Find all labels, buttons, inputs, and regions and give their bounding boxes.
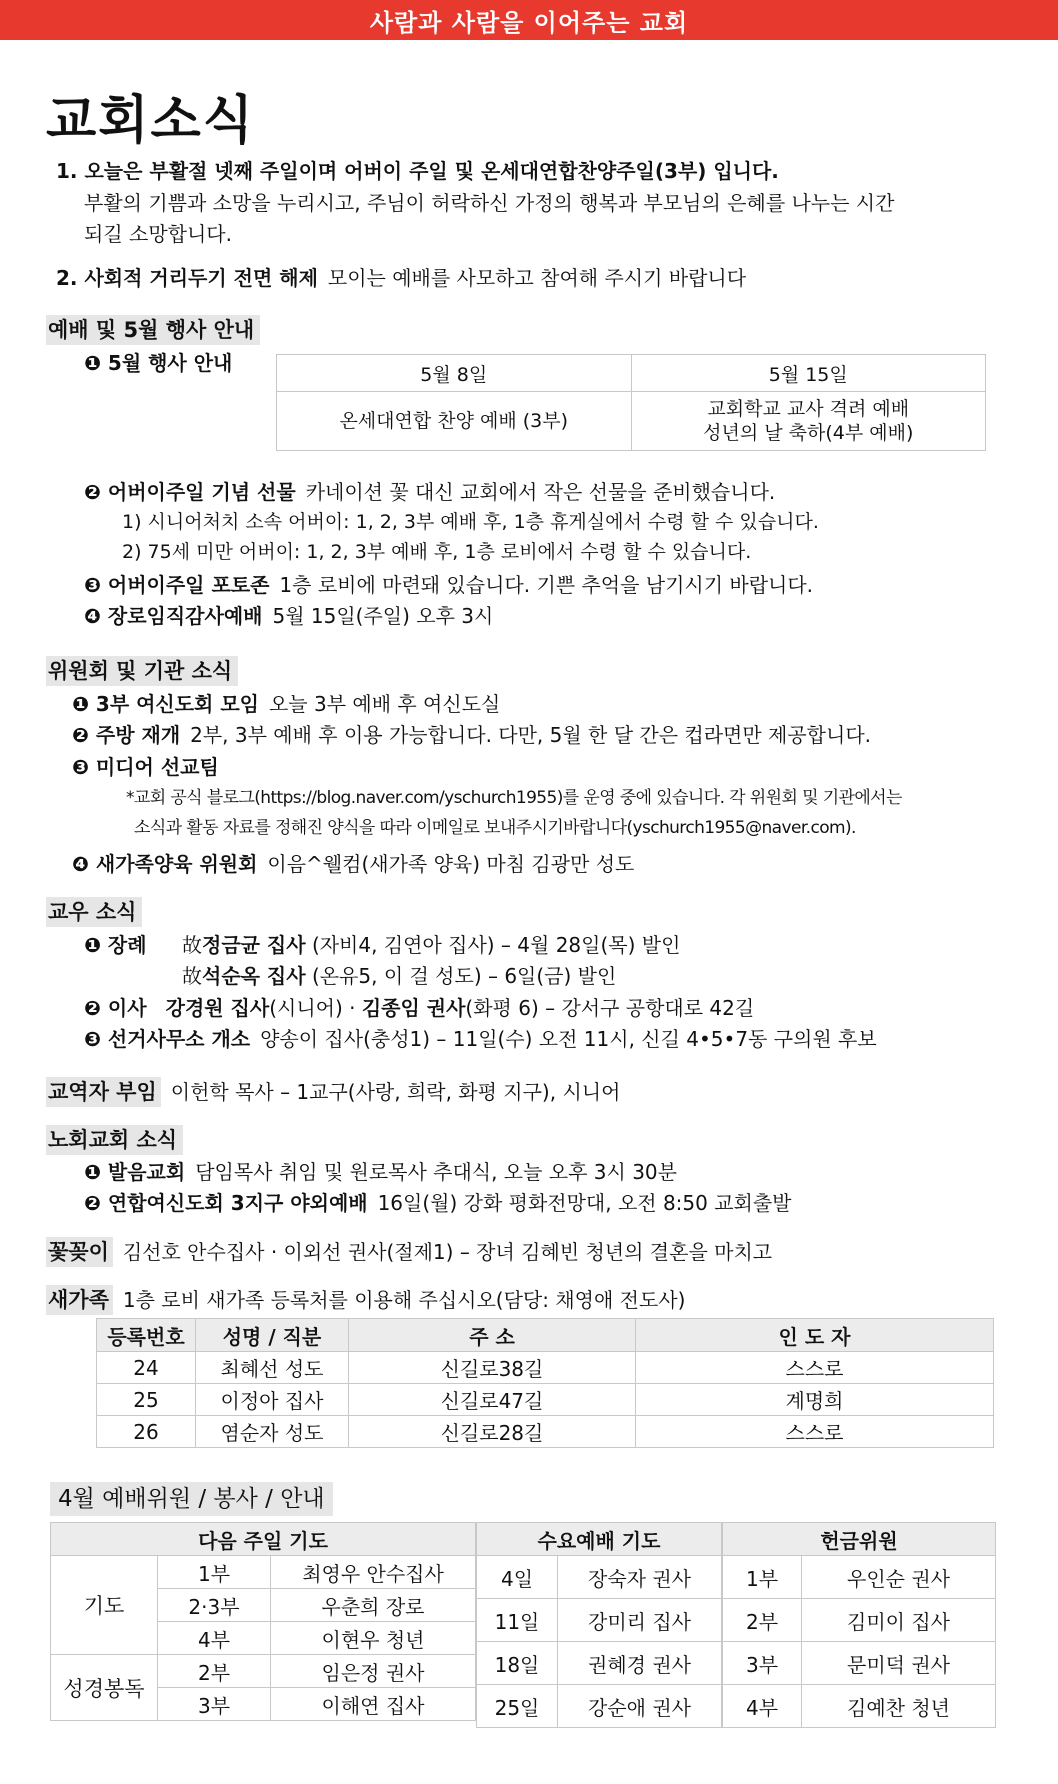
members-move-mid: (시니어) ·: [269, 996, 362, 1020]
committee-item-1: [72, 689, 500, 719]
newfamily-notice: [46, 1285, 685, 1315]
newfamily-header: 등록번호: [97, 1319, 196, 1352]
may-events-event: [631, 392, 986, 451]
presbytery-item-1-desc: 담임목사 취임 및 원로목사 추대식, 오늘 오후 3시 30분: [195, 1160, 677, 1184]
members-move-name: 김종임 권사: [361, 996, 466, 1020]
worship-item-2-sub-1: 1) 시니어처치 소속 어버이: 1, 2, 3부 예배 후, 1층 휴게실에서 수령 할 수 있습니다.: [122, 511, 819, 533]
members-move: [84, 993, 754, 1023]
members-funeral-1: [182, 930, 680, 960]
pastor-desc: 이헌학 목사 – 1교구(사랑, 희락, 화평 지구), 시니어: [170, 1080, 621, 1104]
april-cell: 1부: [723, 1556, 802, 1599]
april-cell: 강미리 집사: [558, 1599, 722, 1642]
april-cell: 4부: [158, 1622, 271, 1655]
funeral-prefix: 故: [182, 933, 202, 957]
table-row: [51, 1655, 476, 1688]
table-row: [723, 1642, 996, 1685]
funeral-desc: (온유5, 이 걸 성도) – 6일(금) 발인: [311, 964, 617, 988]
notice-2-heading: 2. 사회적 거리두기 전면 해제: [56, 266, 318, 290]
presbytery-item-2: [84, 1188, 792, 1218]
april-cell: 임은정 권사: [271, 1655, 476, 1688]
april-header: 다음 주일 기도: [51, 1523, 476, 1556]
april-header: 헌금위원: [723, 1523, 996, 1556]
april-cell: 우춘희 장로: [271, 1589, 476, 1622]
newfamily-header: 인 도 자: [636, 1319, 994, 1352]
april-committee-heading: 4월 예배위원 / 봉사 / 안내: [50, 1482, 333, 1516]
table-row: [97, 1416, 994, 1448]
april-cell: 3부: [158, 1688, 271, 1721]
committee-item-4: [72, 849, 634, 879]
members-move-name: 강경원 집사: [165, 996, 270, 1020]
april-cell: 3부: [723, 1642, 802, 1685]
flower-notice: [46, 1237, 772, 1267]
members-funeral-label: ❶ 장례: [84, 933, 147, 957]
may-events-date-row: [277, 355, 986, 392]
newfamily-cell: 25: [97, 1384, 196, 1416]
may-events-date: 5월 15일: [631, 355, 986, 392]
funeral-name: 석순옥 집사: [202, 964, 306, 988]
newfamily-cell: 26: [97, 1416, 196, 1448]
committee-item-4-desc: 이음^웰컴(새가족 양육) 마침 김광만 성도: [267, 852, 635, 876]
worship-item-4-label: ❹ 장로임직감사예배: [84, 604, 263, 628]
april-cell: 문미덕 권사: [802, 1642, 996, 1685]
may-events-event-line: 성년의 날 축하(4부 예배): [703, 422, 914, 444]
newfamily-label: 새가족: [46, 1285, 113, 1315]
worship-item-3-desc: 1층 로비에 마련돼 있습니다. 기쁜 추억을 남기시기 바랍니다.: [279, 573, 814, 597]
committee-item-1-desc: 오늘 3부 예배 후 여신도실: [268, 692, 501, 716]
may-events-event-line: 교회학교 교사 격려 예배: [707, 398, 910, 420]
newfamily-cell: 계명희: [636, 1384, 994, 1416]
newfamily-header-row: [97, 1319, 994, 1352]
may-events-table: [276, 354, 986, 451]
presbytery-item-1: [84, 1157, 677, 1187]
table-row: [477, 1685, 722, 1728]
april-cell: 우인순 권사: [802, 1556, 996, 1599]
section-members-heading: 교우 소식: [46, 897, 142, 927]
april-header-row: [723, 1523, 996, 1556]
april-cell: 25일: [477, 1685, 558, 1728]
table-row: [723, 1556, 996, 1599]
presbytery-item-2-label: ❷ 연합여신도회 3지구 야외예배: [84, 1191, 368, 1215]
flower-label: 꽃꽂이: [46, 1237, 113, 1267]
april-cell: 최영우 안수집사: [271, 1556, 476, 1589]
section-worship-heading: 예배 및 5월 행사 안내: [46, 315, 260, 345]
committee-item-2-desc: 2부, 3부 예배 후 이용 가능합니다. 다만, 5월 한 달 간은 컵라면만 제공합니다.: [190, 723, 871, 747]
table-row: [723, 1685, 996, 1728]
table-row: [97, 1384, 994, 1416]
newfamily-cell: 염순자 성도: [196, 1416, 349, 1448]
committee-item-2-label: ❷ 주방 재개: [72, 723, 181, 747]
april-cell: 2부: [158, 1655, 271, 1688]
newfamily-header: 성명 / 직분: [196, 1319, 349, 1352]
newfamily-cell: 이정아 집사: [196, 1384, 349, 1416]
table-row: [723, 1599, 996, 1642]
committee-item-1-label: ❶ 3부 여신도회 모임: [72, 692, 259, 716]
may-events-event: 온세대연합 찬양 예배 (3부): [277, 392, 632, 451]
section-committee-heading: 위원회 및 기관 소식: [46, 656, 238, 686]
april-sunday-prayer-table: [50, 1522, 476, 1721]
april-cell: 2부: [723, 1599, 802, 1642]
april-prayer-label: 기도: [51, 1556, 158, 1655]
april-cell: 이현우 청년: [271, 1622, 476, 1655]
members-funeral-2: [182, 961, 616, 991]
notice-1-heading: [56, 156, 779, 186]
table-row: [477, 1599, 722, 1642]
worship-item-4: [84, 601, 493, 631]
newfamily-cell: 스스로: [636, 1352, 994, 1384]
newfamily-cell: 신길로47길: [349, 1384, 636, 1416]
april-cell: 18일: [477, 1642, 558, 1685]
members-move-desc: (화평 6) – 강서구 공항대로 42길: [465, 996, 755, 1020]
notice-2: [56, 263, 746, 293]
april-cell: 4부: [723, 1685, 802, 1728]
april-offering-table: [722, 1522, 996, 1728]
members-office: [84, 1024, 877, 1054]
april-cell: 김예찬 청년: [802, 1685, 996, 1728]
april-cell: 11일: [477, 1599, 558, 1642]
april-cell: 1부: [158, 1556, 271, 1589]
table-row: [477, 1556, 722, 1599]
committee-item-3-line-1: *교회 공식 블로그(https://blog.naver.com/yschurch1955)를 운영 중에 있습니다. 각 위원회 및 기관에서는: [126, 788, 902, 808]
newfamily-header: 주 소: [349, 1319, 636, 1352]
april-cell: 김미이 집사: [802, 1599, 996, 1642]
church-slogan-banner: 사람과 사람을 이어주는 교회: [0, 0, 1058, 40]
april-reading-label: 성경봉독: [51, 1655, 158, 1721]
committee-item-3-line-2: 소식과 활동 자료를 정해진 양식을 따라 이메일로 보내주시기바랍니다(yschurch1955@naver.com).: [134, 818, 856, 838]
april-header-row: [477, 1523, 722, 1556]
presbytery-item-2-desc: 16일(월) 강화 평화전망대, 오전 8:50 교회출발: [377, 1191, 792, 1215]
committee-item-3-label: ❸ 미디어 선교팀: [72, 755, 219, 779]
funeral-prefix: 故: [182, 964, 202, 988]
pastor-label: 교역자 부임: [46, 1077, 161, 1107]
april-cell: 이해연 집사: [271, 1688, 476, 1721]
notice-1-body-line1: 부활의 기쁨과 소망을 누리시고, 주님이 허락하신 가정의 행복과 부모님의 은혜를 나누는 시간: [84, 191, 895, 215]
table-row: [97, 1352, 994, 1384]
newfamily-cell: 스스로: [636, 1416, 994, 1448]
notice-1-body-line2: 되길 소망합니다.: [84, 222, 232, 246]
worship-item-2: [84, 477, 775, 507]
notice-2-body: 모이는 예배를 사모하고 참여해 주시기 바랍니다: [327, 266, 747, 290]
april-header: 수요예배 기도: [477, 1523, 722, 1556]
worship-item-4-desc: 5월 15일(주일) 오후 3시: [272, 604, 494, 628]
worship-item-2-desc: 카네이션 꽃 대신 교회에서 작은 선물을 준비했습니다.: [305, 480, 776, 504]
worship-item-3: [84, 570, 813, 600]
members-office-label: ❸ 선거사무소 개소: [84, 1027, 251, 1051]
section-presbytery-heading: 노회교회 소식: [46, 1125, 183, 1155]
funeral-desc: (자비4, 김연아 집사) – 4월 28일(목) 발인: [311, 933, 681, 957]
pastor-notice: [46, 1077, 620, 1107]
page-title: 교회소식: [46, 90, 255, 151]
newfamily-desc: 1층 로비 새가족 등록처를 이용해 주십시오(담당: 채영애 전도사): [122, 1288, 686, 1312]
april-header-row: [51, 1523, 476, 1556]
committee-item-2: [72, 720, 871, 750]
newfamily-cell: 신길로38길: [349, 1352, 636, 1384]
table-row: [51, 1556, 476, 1589]
worship-item-2-label: ❷ 어버이주일 기념 선물: [84, 480, 296, 504]
worship-item-3-label: ❸ 어버이주일 포토존: [84, 573, 270, 597]
newfamily-cell: 최혜선 성도: [196, 1352, 349, 1384]
worship-item-2-sub-2: 2) 75세 미만 어버이: 1, 2, 3부 예배 후, 1층 로비에서 수령 할 수 있습니다.: [122, 541, 752, 563]
committee-item-4-label: ❹ 새가족양육 위원회: [72, 852, 258, 876]
newfamily-table: [96, 1318, 994, 1448]
april-cell: 장숙자 권사: [558, 1556, 722, 1599]
funeral-name: 정금균 집사: [202, 933, 306, 957]
april-cell: 강순애 권사: [558, 1685, 722, 1728]
april-wednesday-prayer-table: [476, 1522, 722, 1728]
april-cell: 권혜경 권사: [558, 1642, 722, 1685]
members-move-label: ❷ 이사: [84, 996, 147, 1020]
table-row: [477, 1642, 722, 1685]
flower-desc: 김선호 안수집사 · 이외선 권사(절제1) – 장녀 김혜빈 청년의 결혼을 마치고: [122, 1240, 773, 1264]
members-office-desc: 양송이 집사(충성1) – 11일(수) 오전 11시, 신길 4•5•7동 구의원 후보: [260, 1027, 877, 1051]
newfamily-cell: 24: [97, 1352, 196, 1384]
may-events-date: 5월 8일: [277, 355, 632, 392]
presbytery-item-1-label: ❶ 발음교회: [84, 1160, 186, 1184]
notice-1-text: 1. 오늘은 부활절 넷째 주일이며 어버이 주일 및 온세대연합찬양주일(3부) 입니다.: [56, 159, 779, 183]
april-cell: 4일: [477, 1556, 558, 1599]
worship-item-1-label: ❶ 5월 행사 안내: [84, 351, 233, 375]
newfamily-cell: 신길로28길: [349, 1416, 636, 1448]
april-cell: 2·3부: [158, 1589, 271, 1622]
may-events-event-row: [277, 392, 986, 451]
